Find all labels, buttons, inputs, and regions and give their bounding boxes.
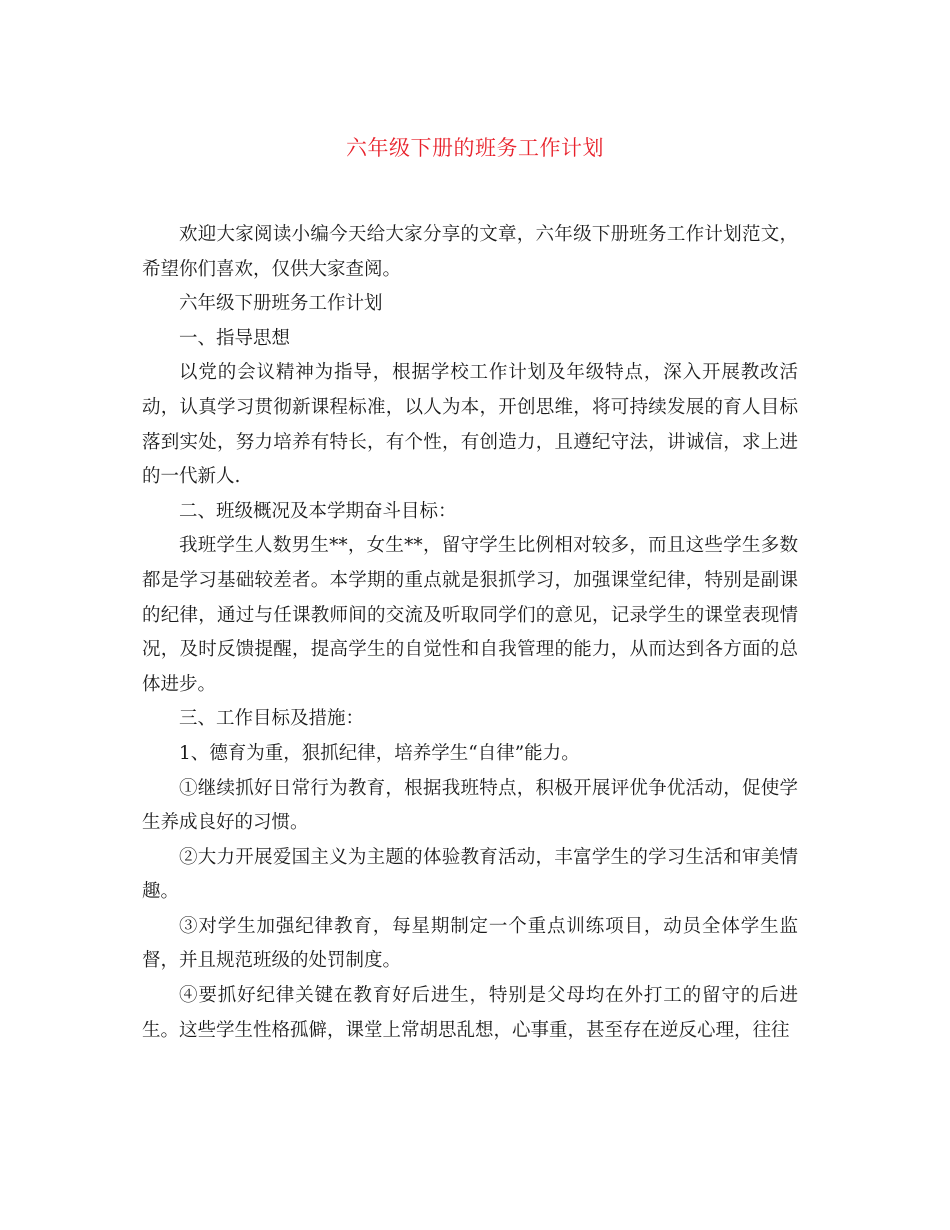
paragraph-guiding-ideology: 以党的会议精神为指导，根据学校工作计划及年级特点，深入开展教改活动，认真学习贯彻新课程标准，以人为本，开创思维，将可持续发展的育人目标落到实处，努力培养有特长，有个性，有创造力，且遵纪守法，讲诚信，求上进的一代新人.: [142, 362, 798, 488]
document-body: [142, 218, 798, 1048]
paragraph-measure-4: ④要抓好纪律关键在教育好后进生，特别是父母均在外打工的留守的后进生。这些学生性格孤僻，课堂上常胡思乱想，心事重，甚至存在逆反心理，往往: [142, 985, 798, 1041]
paragraph-intro: 欢迎大家阅读小编今天给大家分享的文章，六年级下册班务工作计划范文，希望你们喜欢，仅供大家查阅。: [142, 224, 798, 280]
paragraph-subtitle: 六年级下册班务工作计划: [179, 293, 383, 315]
paragraph-item-1: 1、德育为重，狠抓纪律，培养学生“自律”能力。: [179, 742, 580, 764]
paragraph-measure-1: ①继续抓好日常行为教育，根据我班特点，积极开展评优争优活动，促使学生养成良好的习惯。: [142, 777, 798, 834]
section-heading-1: 一、指导思想: [179, 327, 291, 349]
section-heading-2: 二、班级概况及本学期奋斗目标：: [179, 500, 457, 522]
paragraph-measure-3: ③对学生加强纪律教育，每星期制定一个重点训练项目，动员全体学生监督，并且规范班级的处罚制度。: [142, 915, 798, 972]
document-title: 六年级下册的班务工作计划: [346, 136, 604, 160]
paragraph-measure-2: ②大力开展爱国主义为主题的体验教育活动，丰富学生的学习生活和审美情趣。: [142, 846, 798, 903]
section-heading-3: 三、工作目标及措施：: [179, 708, 365, 730]
paragraph-class-overview: 我班学生人数男生**，女生**，留守学生比例相对较多，而且这些学生多数都是学习基础较差者。本学期的重点就是狠抓学习，加强课堂纪律，特别是副课的纪律，通过与任课教师间的交流及听取同学们的意见，记录学生的课堂表现情况，及时反馈提醒，提高学生的自觉性和自我管理的能力，从而达到各方面的总体进步。: [142, 535, 798, 695]
